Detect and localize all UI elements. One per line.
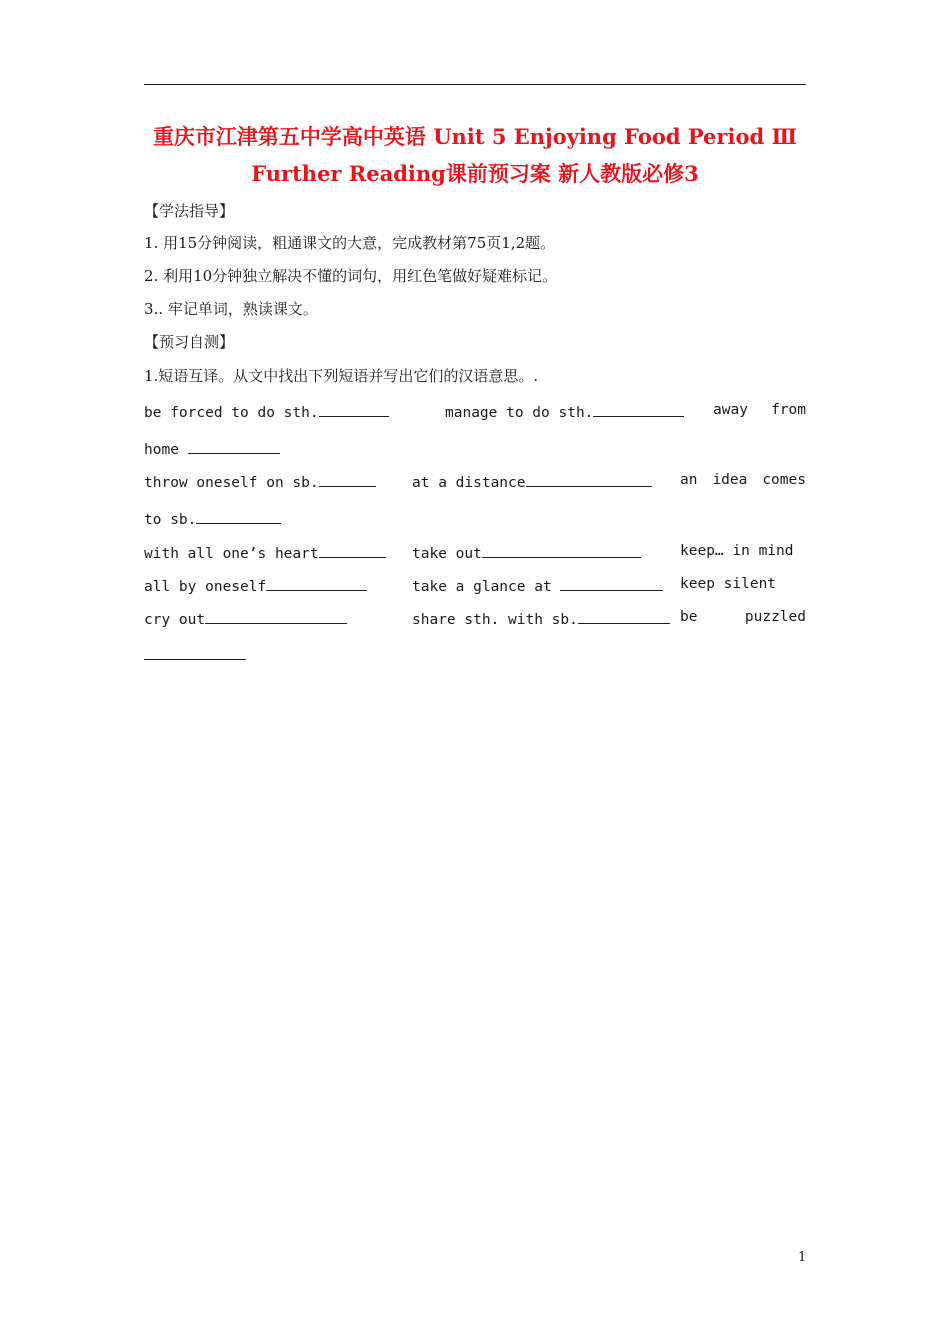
phrase-word-away: away (713, 402, 748, 418)
answer-blank[interactable] (560, 577, 663, 591)
phrase-with-all-heart: with all one’s heart (144, 546, 319, 562)
self-test-heading: 【预习自测】 (144, 333, 235, 351)
answer-blank[interactable] (319, 544, 386, 558)
answer-blank[interactable] (526, 473, 652, 487)
study-guide-item-3: 3.. 牢记单词，熟读课文。 (144, 300, 318, 318)
answer-blank[interactable] (144, 646, 246, 660)
header-rule (144, 84, 806, 85)
study-guide-item-1: 1. 用15分钟阅读，粗通课文的大意，完成教材第75页1,2题。 (144, 234, 556, 252)
phrase-at-a-distance: at a distance (412, 475, 526, 491)
phrase-manage: manage to do sth. (445, 405, 594, 421)
answer-blank[interactable] (196, 510, 281, 524)
phrase-word-an: an (680, 472, 698, 488)
study-guide-heading: 【学法指导】 (144, 202, 235, 220)
phrase-word-puzzled: puzzled (744, 609, 806, 625)
phrase-share-sth: share sth. with sb. (412, 612, 578, 628)
page-number: 1 (798, 1250, 807, 1265)
phrase-keep-silent: keep silent (680, 576, 777, 592)
document-title-line-1: 重庆市江津第五中学高中英语 Unit 5 Enjoying Food Period Ⅲ (152, 124, 798, 149)
phrase-keep-in-mind: keep… in mind (680, 543, 794, 559)
phrase-word-to-sb: to sb. (144, 512, 197, 528)
phrase-cry-out: cry out (144, 612, 206, 628)
answer-blank[interactable] (593, 403, 684, 417)
answer-blank[interactable] (205, 610, 347, 624)
phrase-word-home: home (144, 442, 179, 458)
phrase-word-comes: comes (762, 472, 806, 488)
answer-blank[interactable] (319, 403, 389, 417)
answer-blank[interactable] (266, 577, 367, 591)
phrase-word-from: from (771, 402, 806, 418)
phrase-be-forced: be forced to do sth. (144, 405, 319, 421)
answer-blank[interactable] (319, 473, 376, 487)
study-guide-item-2: 2. 利用10分钟独立解决不懂的词句，用红色笔做好疑难标记。 (144, 267, 558, 285)
answer-blank[interactable] (188, 440, 280, 454)
phrase-throw-oneself: throw oneself on sb. (144, 475, 319, 491)
self-test-instruction: 1.短语互译。从文中找出下列短语并写出它们的汉语意思。. (144, 367, 539, 385)
phrase-all-by-oneself: all by oneself (144, 579, 267, 595)
answer-blank[interactable] (482, 544, 641, 558)
phrase-word-be: be (680, 609, 698, 625)
phrase-take-out: take out (412, 546, 482, 562)
document-title-line-2: Further Reading课前预习案 新人教版必修3 (251, 161, 699, 186)
answer-blank[interactable] (578, 610, 670, 624)
phrase-word-idea: idea (712, 472, 748, 488)
phrase-take-a-glance: take a glance at (412, 579, 552, 595)
